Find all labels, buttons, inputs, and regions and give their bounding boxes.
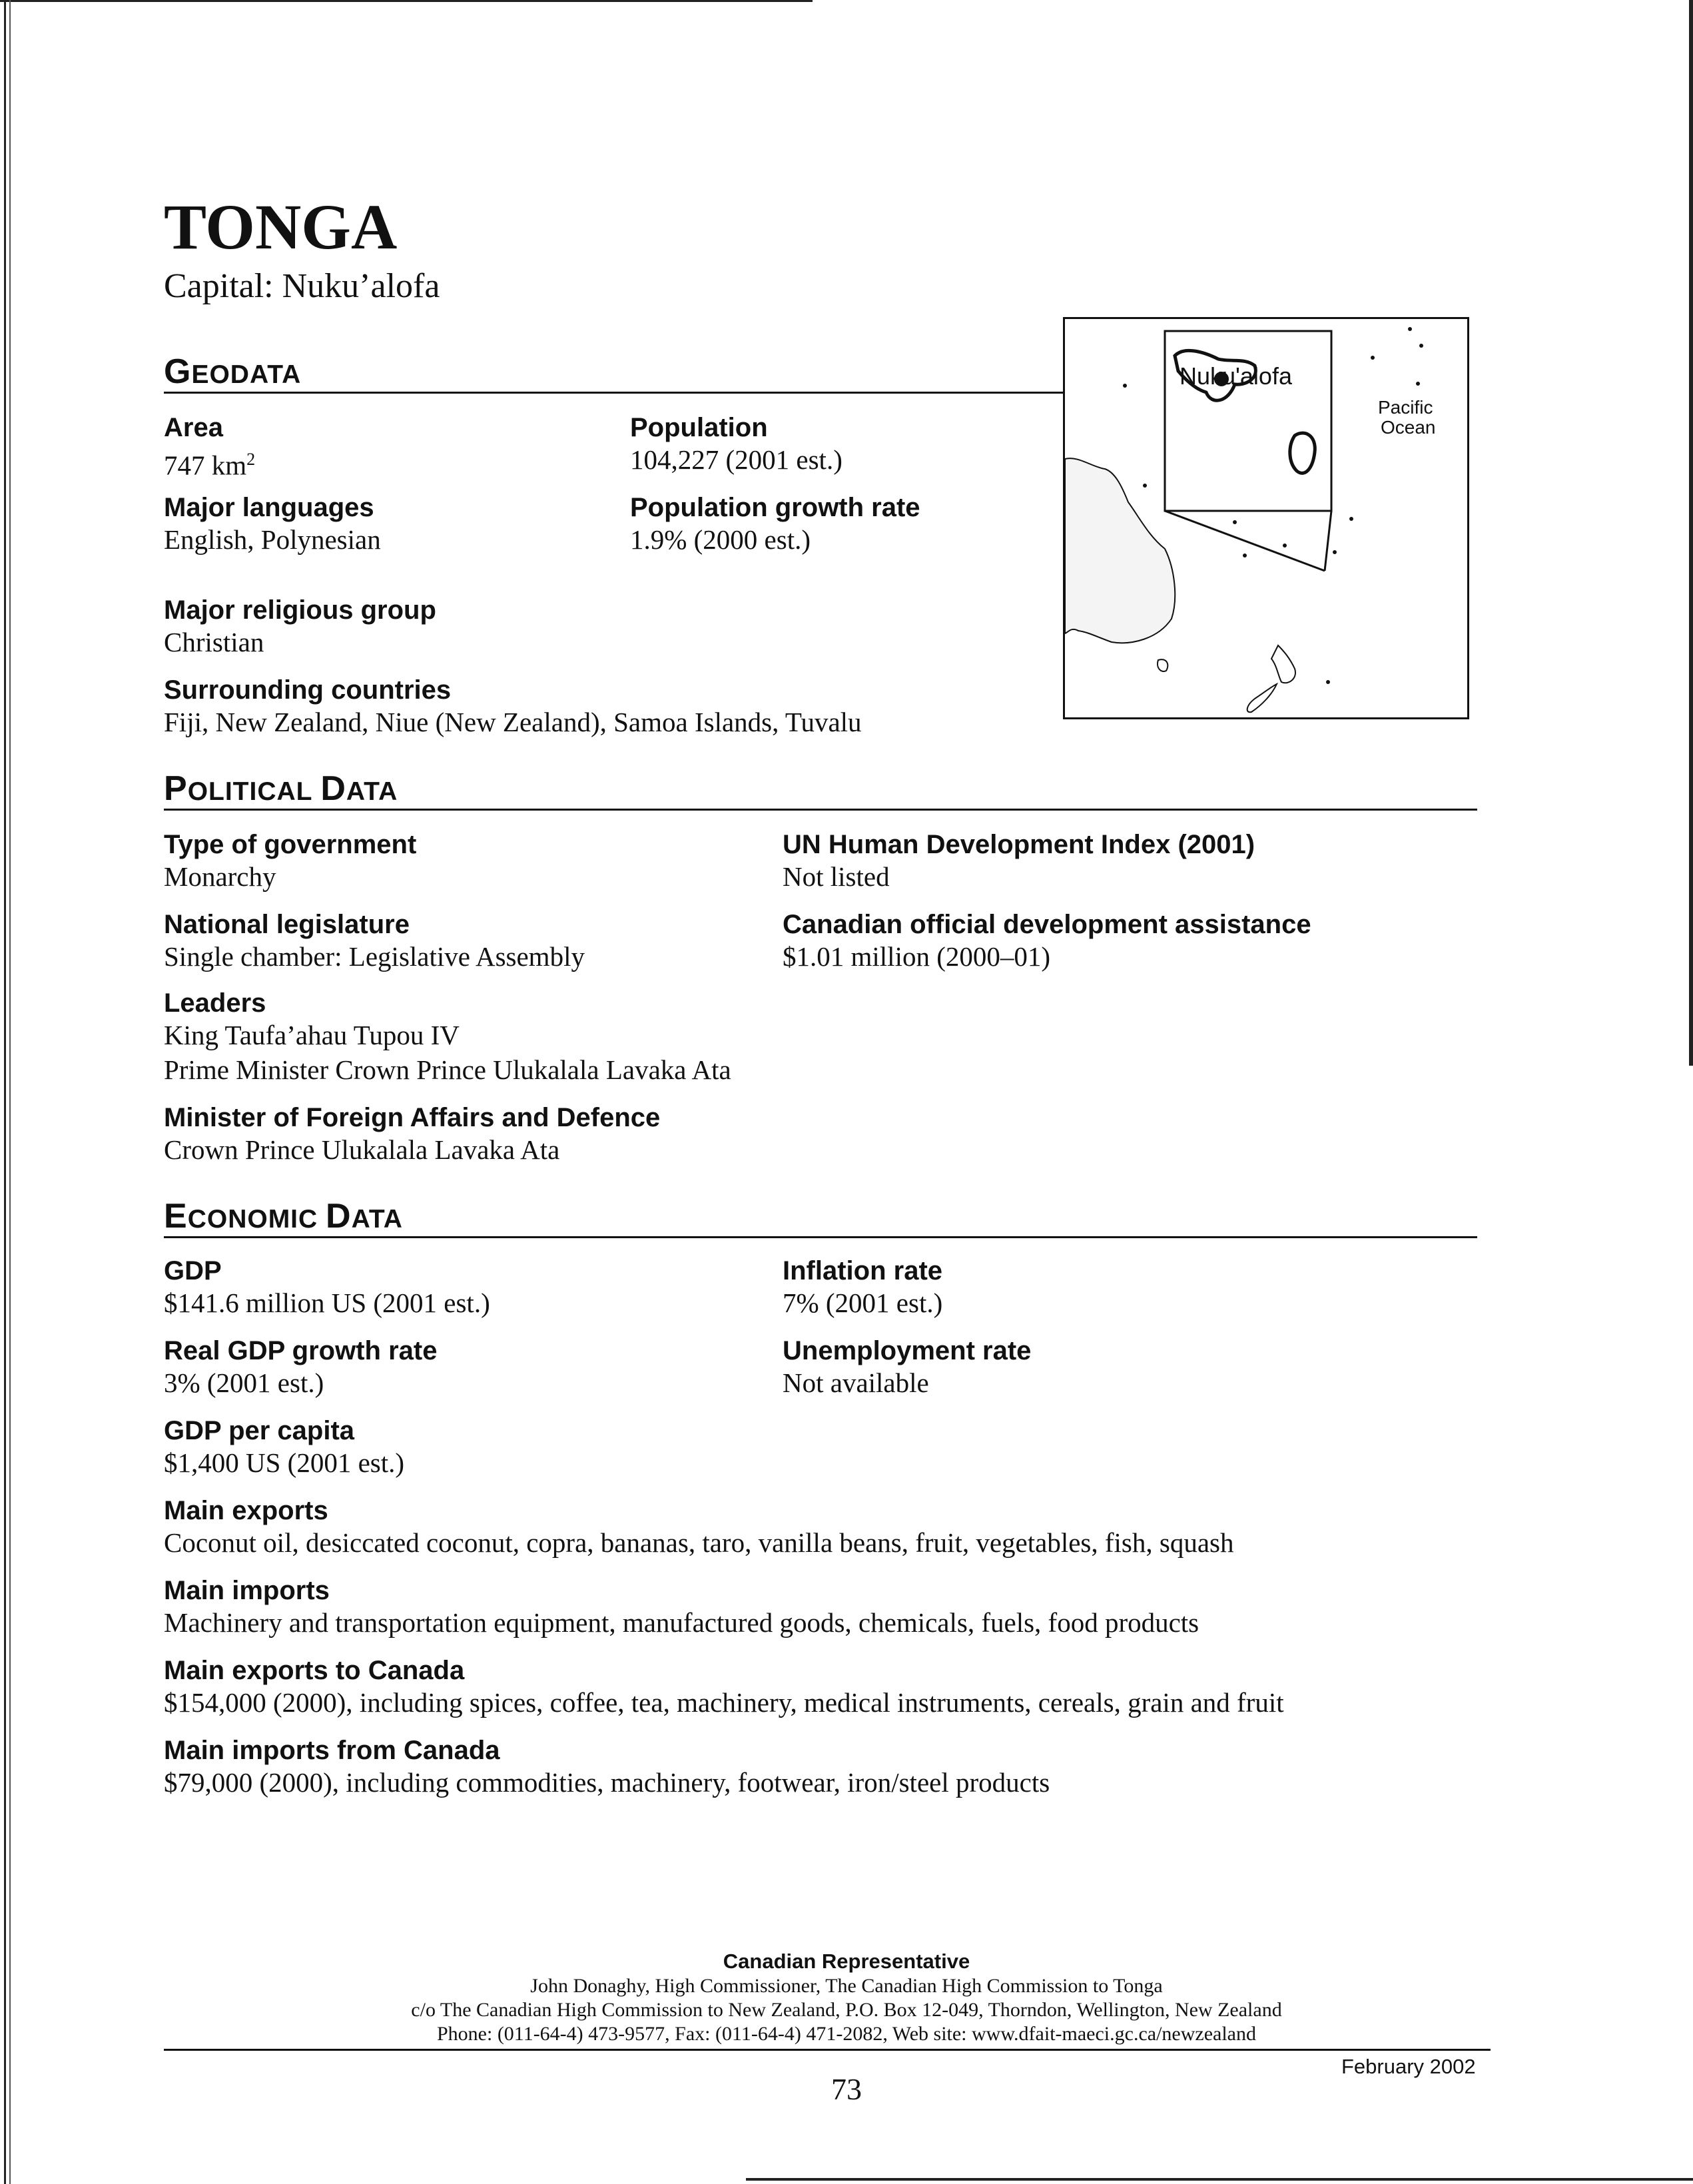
minister-value: Crown Prince Ulukalala Lavaka Ata bbox=[164, 1134, 560, 1165]
area-superscript: 2 bbox=[246, 450, 256, 469]
island-dot bbox=[1416, 382, 1420, 386]
religion-label: Major religious group bbox=[164, 595, 436, 625]
tasmania bbox=[1158, 659, 1168, 671]
map-drawing bbox=[1065, 319, 1467, 717]
religion-value: Christian bbox=[164, 627, 264, 657]
unemployment-label: Unemployment rate bbox=[783, 1336, 1032, 1365]
surrounding-value: Fiji, New Zealand, Niue (New Zealand), Samoa Islands, Tuvalu bbox=[164, 707, 862, 737]
exports-value: Coconut oil, desiccated coconut, copra, bananas, taro, vanilla beans, fruit, vegetables, fish, squash bbox=[164, 1527, 1234, 1558]
unemployment-value: Not available bbox=[783, 1367, 929, 1398]
scan-edge-left-inner bbox=[9, 0, 11, 2184]
languages-label: Major languages bbox=[164, 493, 374, 522]
rep-line-3: Phone: (011-64-4) 473-9577, Fax: (011-64-4) 471-2082, Web site: www.dfait-maeci.gc.ca/newzealand bbox=[436, 2023, 1256, 2045]
minister-label: Minister of Foreign Affairs and Defence bbox=[164, 1103, 661, 1132]
hdi-value: Not listed bbox=[783, 861, 890, 892]
legislature-value: Single chamber: Legislative Assembly bbox=[164, 941, 585, 972]
legislature-label: National legislature bbox=[164, 910, 410, 939]
inflation-label: Inflation rate bbox=[783, 1256, 943, 1285]
political-heading: POLITICAL DATA bbox=[164, 769, 398, 808]
oda-value: $1.01 million (2000–01) bbox=[783, 941, 1051, 972]
leader-prime-minister: Prime Minister Crown Prince Ulukalala Lavaka Ata bbox=[164, 1054, 731, 1085]
island-dot bbox=[1349, 517, 1353, 521]
page-number: 73 bbox=[831, 2072, 862, 2106]
footer-date: February 2002 bbox=[1341, 2055, 1476, 2078]
footer-rule bbox=[164, 2049, 1491, 2051]
country-title: TONGA bbox=[164, 191, 398, 262]
island-dot bbox=[1333, 550, 1337, 554]
rep-line-2: c/o The Canadian High Commission to New Zealand, P.O. Box 12-049, Thorndon, Wellington, New Zealand bbox=[411, 1999, 1282, 2021]
scan-edge-bottom bbox=[746, 2178, 1693, 2181]
imports-value: Machinery and transportation equipment, manufactured goods, chemicals, fuels, food products bbox=[164, 1607, 1199, 1638]
area-label: Area bbox=[164, 413, 223, 442]
real-growth-label: Real GDP growth rate bbox=[164, 1336, 438, 1365]
leader-king: King Taufa’ahau Tupou IV bbox=[164, 1020, 460, 1050]
gdp-value: $141.6 million US (2001 est.) bbox=[164, 1287, 490, 1318]
scan-edge-right bbox=[1689, 0, 1693, 1066]
leaders-label: Leaders bbox=[164, 988, 266, 1018]
eua-island bbox=[1290, 433, 1315, 473]
area-value: 747 $km^2$ bbox=[164, 450, 256, 481]
map-inset-connector-2 bbox=[1325, 511, 1331, 571]
gdp-label: GDP bbox=[164, 1256, 222, 1285]
imports-canada-value: $79,000 (2000), including commodities, machinery, footwear, iron/steel products bbox=[164, 1767, 1050, 1798]
per-capita-label: GDP per capita bbox=[164, 1416, 355, 1445]
political-rule bbox=[164, 809, 1477, 811]
economic-heading: ECONOMIC DATA bbox=[164, 1197, 403, 1236]
map-inset-connector-1 bbox=[1165, 511, 1325, 571]
map-city-label: Nuku'alofa bbox=[1180, 362, 1292, 390]
per-capita-value: $1,400 US (2001 est.) bbox=[164, 1447, 405, 1478]
island-dot bbox=[1419, 344, 1423, 348]
real-growth-value: 3% (2001 est.) bbox=[164, 1367, 324, 1398]
government-value: Monarchy bbox=[164, 861, 276, 892]
capital-subtitle: Capital: Nuku’alofa bbox=[164, 267, 440, 305]
new-zealand-south bbox=[1247, 684, 1277, 712]
geodata-heading: GEODATA bbox=[164, 352, 302, 391]
exports-label: Main exports bbox=[164, 1496, 328, 1525]
population-value: 104,227 (2001 est.) bbox=[630, 444, 843, 475]
scan-edge-left bbox=[4, 0, 6, 2184]
island-dot bbox=[1233, 520, 1237, 524]
rep-title: Canadian Representative bbox=[723, 1950, 970, 1973]
imports-canada-label: Main imports from Canada bbox=[164, 1736, 500, 1765]
island-dot bbox=[1408, 327, 1412, 331]
exports-canada-label: Main exports to Canada bbox=[164, 1656, 465, 1685]
hdi-label: UN Human Development Index (2001) bbox=[783, 830, 1255, 859]
map-ocean-label-line1: Pacific bbox=[1378, 397, 1433, 418]
population-label: Population bbox=[630, 413, 768, 442]
languages-value: English, Polynesian bbox=[164, 524, 381, 555]
scan-edge-top bbox=[0, 0, 813, 2]
location-map bbox=[1063, 317, 1469, 719]
map-ocean-label-line2: Ocean bbox=[1381, 417, 1436, 438]
oda-label: Canadian official development assistance bbox=[783, 910, 1311, 939]
growth-label: Population growth rate bbox=[630, 493, 920, 522]
australia-landmass bbox=[1065, 458, 1175, 643]
inflation-value: 7% (2001 est.) bbox=[783, 1287, 943, 1318]
economic-rule bbox=[164, 1236, 1477, 1238]
island-dot bbox=[1243, 553, 1247, 557]
surrounding-label: Surrounding countries bbox=[164, 675, 452, 705]
island-dot bbox=[1143, 484, 1147, 488]
island-dot bbox=[1283, 544, 1287, 547]
imports-label: Main imports bbox=[164, 1576, 330, 1605]
island-dot bbox=[1371, 356, 1375, 360]
rep-line-1: John Donaghy, High Commissioner, The Canadian High Commission to Tonga bbox=[530, 1975, 1163, 1997]
new-zealand-north bbox=[1271, 645, 1295, 683]
government-label: Type of government bbox=[164, 830, 417, 859]
geodata-rule bbox=[164, 392, 1063, 394]
island-dot bbox=[1326, 680, 1330, 684]
exports-canada-value: $154,000 (2000), including spices, coffee, tea, machinery, medical instruments, cereals, grain and fruit bbox=[164, 1687, 1284, 1718]
growth-value: 1.9% (2000 est.) bbox=[630, 524, 811, 555]
island-dot bbox=[1123, 384, 1127, 388]
